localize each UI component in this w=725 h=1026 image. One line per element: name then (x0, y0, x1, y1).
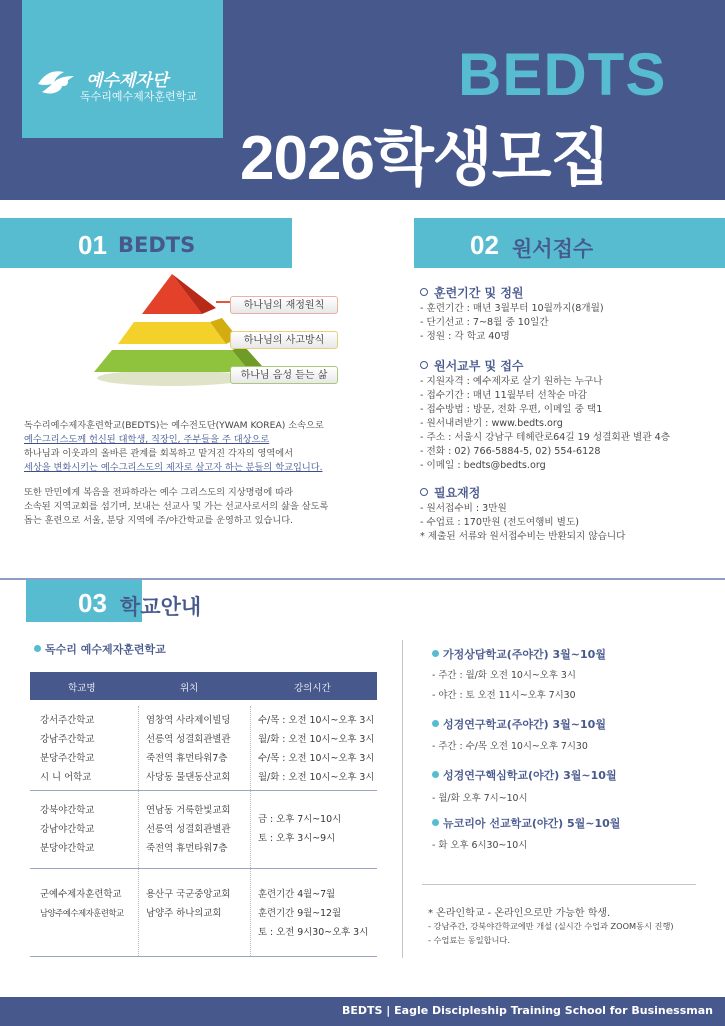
schedule-line: - 야간 : 토 오전 11시~오후 7시30 (432, 690, 576, 701)
schedule-line: - 월/화 오후 7시~10시 (432, 793, 528, 804)
subhead-application: 원서교부 및 접수 (420, 357, 524, 374)
email-link[interactable]: - 이메일 : bedts@bedts.org (420, 460, 546, 471)
table-row: 훈련기간 4월~7월 훈련기간 9월~12월 토 : 오전 9시30~오후 3시 (258, 889, 369, 938)
mission-paragraph (24, 486, 328, 528)
online-note-line: - 수업료는 동일합니다. (428, 935, 510, 945)
schedule-line: - 주간 : 수/목 오전 10시~오후 7시30 (432, 741, 588, 752)
col-location: 위치 (180, 683, 199, 694)
logo-name: 예수제자단 (86, 71, 169, 91)
section-03-title: 학교안내 (120, 595, 202, 619)
fees-list: - 원서접수비 : 3만원 - 수업료 : 170만원 (전도여행비 별도) * 제출된 서류와 원서접수비는 반환되지 않습니다 (420, 503, 626, 542)
pyramid-label-middle: 하나님의 사고방식 (230, 331, 338, 349)
table-row: 연남동 거룩한빛교회 선릉역 성결회관별관 죽전역 휴먼타워7층 (146, 805, 231, 854)
subhead-training-period: 훈련기간 및 정원 (420, 284, 524, 301)
pyramid-label-bottom: 하나님 음성 듣는 삶 (230, 366, 338, 384)
section-01-title: BEDTS (118, 233, 196, 257)
online-note-line: - 강남주간, 강북야간학교에만 개설 (실시간 수업과 ZOOM동시 진행) (428, 921, 674, 931)
intro-line: 하나님과 이웃과의 올바른 관계를 회복하고 맡겨진 각자의 영역에서 (24, 448, 293, 459)
bedts-title: BEDTS (458, 41, 667, 108)
table-row-divider (30, 868, 377, 869)
intro-line: 독수리예수제자훈련학교(BEDTS)는 예수전도단(YWAM KOREA) 소속으로 (24, 420, 324, 431)
table-row: 강북야간학교 강남야간학교 분당야간학교 (40, 805, 95, 854)
pyramid-label-top: 하나님의 재정원칙 (230, 296, 338, 314)
school-heading-bible: 성경연구학교(주야간) 3월~10월 (432, 716, 606, 732)
col-lecture-time: 강의시간 (294, 683, 331, 694)
section-01-number: 01 (78, 230, 107, 260)
eagle-school-heading: 독수리 예수제자훈련학교 (34, 641, 166, 657)
school-heading-bible-core: 성경연구핵심학교(야간) 3월~10월 (432, 767, 617, 783)
col-school-name: 학교명 (68, 683, 96, 694)
mission-line: 또한 만민에게 복음을 전파하라는 예수 그리스도의 지상명령에 따라 (24, 487, 293, 498)
school-heading-family: 가정상담학교(주야간) 3월~10월 (432, 646, 606, 662)
table-row: 용산구 국군중앙교회 남양주 하나의교회 (146, 889, 231, 919)
column-separator (402, 640, 403, 958)
schedule-line: - 화 오후 6시30~10시 (432, 840, 528, 851)
table-row-divider (30, 790, 377, 791)
mission-line: 소속된 지역교회를 섬기며, 보내는 선교사 및 가는 선교사로서의 삶을 살도록 (24, 501, 329, 512)
training-period-list: - 훈련기간 : 매년 3월부터 10월까지(8개월) - 단기선교 : 7~8월 중 10일간 - 정원 : 각 학교 40명 (420, 303, 604, 342)
table-bottom-line (30, 956, 377, 957)
intro-line-highlight: 예수그리스도께 헌신된 대학생, 직장인, 주부들을 주 대상으로 (24, 434, 270, 445)
website-link[interactable]: - 원서내려받기 : www.bedts.org (420, 418, 563, 429)
online-divider (422, 884, 696, 885)
schedule-line: - 주간 : 월/화 오전 10시~오후 3시 (432, 670, 576, 681)
school-heading-new-korea: 뉴코리아 선교학교(야간) 5월~10월 (432, 815, 620, 831)
table-row: 수/목 : 오전 10시~오후 3시 월/화 : 오전 10시~오후 3시 수/목 : 오전 10시~오후 3시 월/화 : 오전 10시~오후 3시 (258, 715, 375, 783)
online-school-note: * 온라인학교 - 온라인으로만 가능한 학생. (428, 908, 611, 919)
table-row: 금 : 오후 7시~10시 토 : 오후 3시~9시 (258, 814, 342, 844)
table-row: 염창역 사라제이빌딩 선릉역 성결회관별관 죽전역 휴먼타워7층 사당동 물댄동산교회 (146, 715, 231, 783)
intro-paragraph (24, 419, 324, 475)
eagle-logo-icon (34, 62, 84, 102)
section-02-number: 02 (470, 230, 499, 260)
page-title: 2026학생모집 (240, 124, 610, 193)
logo-subtitle: 독수리예수제자훈련학교 (80, 90, 197, 103)
intro-line-highlight: 세상을 변화시키는 예수그리스도의 제자로 살고자 하는 분들의 학교입니다. (24, 462, 323, 473)
footer-text: BEDTS | Eagle Discipleship Training School for Businessman (342, 1004, 713, 1017)
subhead-fees: 필요재정 (420, 484, 480, 501)
section-02-title: 원서접수 (512, 237, 594, 261)
table-row: 군예수제자훈련학교 남양주예수제자훈련학교 (40, 889, 124, 918)
table-row: 강서주간학교 강남주간학교 분당주간학교 시 니 어학교 (40, 715, 95, 783)
mission-line: 돕는 훈련으로 서울, 분당 지역에 주/야간학교를 운영하고 있습니다. (24, 515, 294, 526)
section-03-number: 03 (78, 588, 107, 618)
application-list: - 지원자격 : 예수제자로 살기 원하는 누구나 - 접수기간 : 매년 11월부터 선착순 마감 - 접수방법 : 방문, 전화 우편, 이메일 중 택1 - 원서내려받기 : www.bedts.org - 주소 : 서울시 강남구 테헤란로64길 19 성결회관 별관 4층 - 전화 : 02) 766-5884-5, 02) 554-6128 - 이메일 : bedts@bedts.org (420, 376, 671, 471)
